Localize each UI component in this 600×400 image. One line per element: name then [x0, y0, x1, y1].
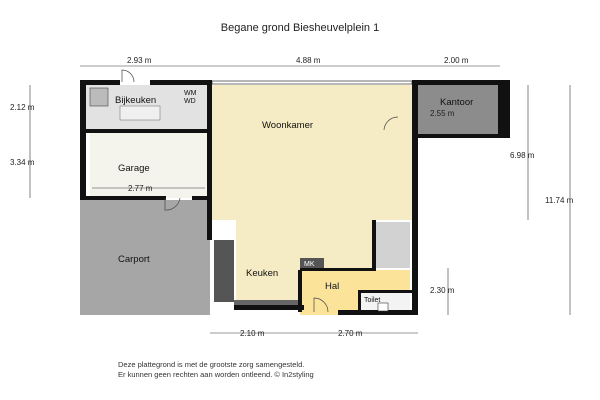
label-kantoor-dim: 2.55 m [430, 109, 455, 118]
wall [207, 80, 212, 240]
dim-right-outer: 11.74 m [545, 196, 574, 205]
label-kantoor: Kantoor [440, 97, 474, 108]
wall [412, 80, 418, 270]
disclaimer-line-1: Deze plattegrond is met de grootste zorg samengesteld. [118, 360, 305, 369]
label-wm: WM [184, 90, 197, 97]
label-garage: Garage [118, 163, 150, 174]
label-mk: MK [304, 261, 315, 268]
dim-right-inner: 6.98 m [510, 151, 535, 160]
wall [412, 268, 418, 315]
storage-area [375, 222, 410, 268]
wall [192, 196, 210, 200]
label-toilet: Toilet [364, 297, 381, 304]
sink [90, 88, 108, 106]
wall [372, 220, 376, 270]
dim-left-upper: 2.12 m [10, 103, 35, 112]
dim-top-left: 2.93 m [127, 56, 152, 65]
disclaimer-line-2: Er kunnen geen rechten aan worden ontleend. © In2styling [118, 370, 314, 379]
wall [150, 80, 212, 85]
plan-title: Begane grond Biesheuvelplein 1 [220, 22, 380, 34]
wall [418, 80, 498, 85]
disclaimer [118, 360, 478, 380]
toilet-bowl [378, 303, 388, 311]
label-woonkamer: Woonkamer [262, 120, 314, 131]
wall [80, 80, 120, 85]
wall [498, 80, 510, 137]
label-carport: Carport [118, 254, 150, 265]
door-swing [122, 70, 134, 82]
wall [86, 129, 210, 133]
dim-top-right: 2.00 m [444, 56, 469, 65]
wall [234, 305, 304, 310]
wall [418, 134, 510, 138]
dim-right-small: 2.30 m [430, 286, 455, 295]
label-wd: WD [184, 98, 196, 105]
wall [80, 80, 86, 200]
wall [358, 290, 361, 312]
label-garage-dim: 2.77 m [128, 184, 153, 193]
window [212, 81, 412, 84]
wall [300, 268, 376, 271]
dim-bottom-right: 2.70 m [338, 329, 363, 338]
dim-bottom-left: 2.10 m [240, 329, 265, 338]
kitchen-counter [214, 240, 234, 302]
label-keuken: Keuken [246, 268, 279, 279]
wall [86, 196, 166, 200]
label-bijkeuken: Bijkeuken [115, 95, 157, 106]
counter [120, 106, 160, 120]
dim-top-mid: 4.88 m [296, 56, 321, 65]
label-hal: Hal [325, 281, 340, 292]
woonkamer-area [210, 85, 412, 220]
wall [358, 290, 412, 293]
dim-left-lower: 3.34 m [10, 158, 35, 167]
wall [298, 270, 302, 312]
